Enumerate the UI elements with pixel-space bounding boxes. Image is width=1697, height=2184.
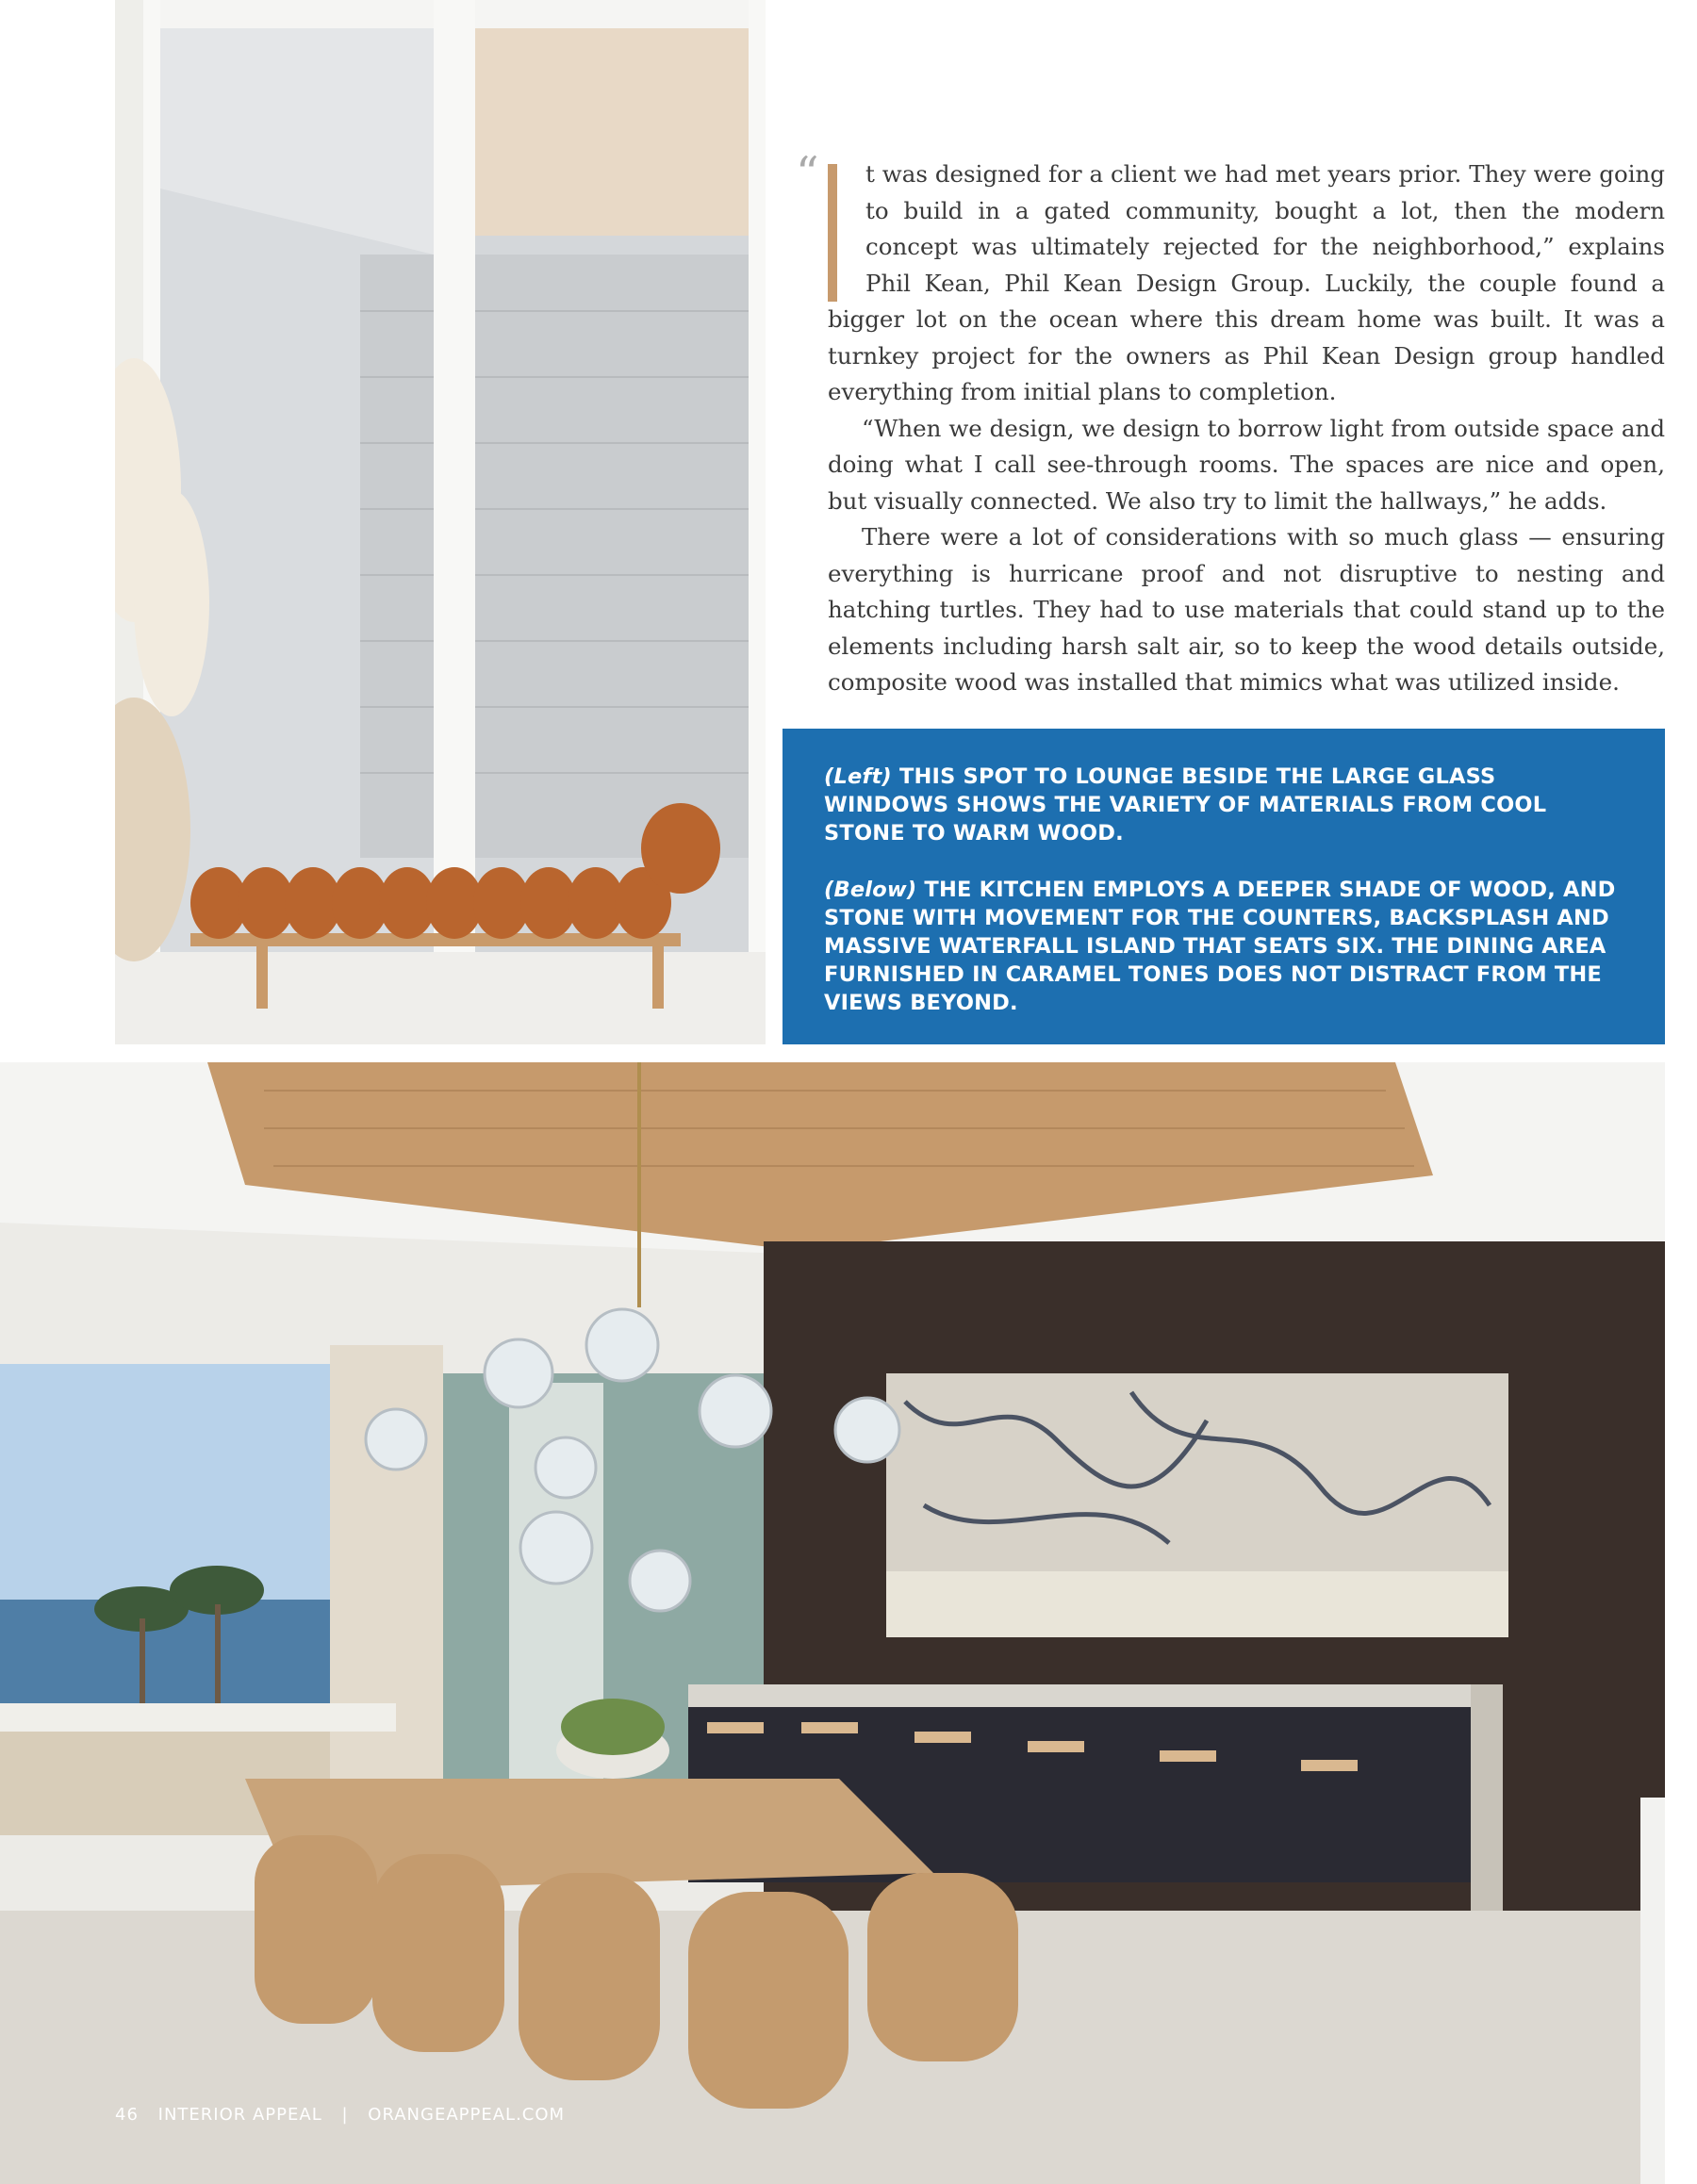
page-footer [115,2105,578,2125]
dropcap-bar [828,164,837,302]
article-body [796,147,1665,701]
footer-separator: | [341,2105,349,2125]
dropcap [796,147,854,302]
article-paragraph-2: “When we design, we design to borrow light from outside space and doing what I call see-through rooms. The spaces are nice and open, but visually connected. We also try to limit the hallways,” he adds. [828,414,1665,515]
lounge-photo [115,0,766,1044]
page-number: 46 [115,2105,139,2125]
article-paragraph-3: There were a lot of considerations with so much glass — ensuring everything is hurricane proof and not disruptive to nesting and hatching turtles. They had to use materials that could stand up to the elements including harsh salt air, so to keep the wood details outside, composite wood was installed that mimics what was utilized inside. [828,523,1665,696]
kitchen-dining-photo [0,1062,1665,2184]
caption-left [824,763,1623,847]
publication-name: INTERIOR APPEAL [157,2105,322,2125]
kitchen-dining-illustration [0,1062,1665,2184]
caption-left-lead: (Left) [824,764,892,789]
caption-below-text: THE KITCHEN EMPLOYS A DEEPER SHADE OF WOOD, AND STONE WITH MOVEMENT FOR THE COUNTERS, BACKSPLASH AND MASSIVE WATERFALL ISLAND THAT SEATS SIX. THE DINING AREA FURNISHED IN CARAMEL TONES DOES NOT DISTRACT FROM THE VIEWS BEYOND. [824,878,1616,1015]
opening-quote-mark: “ [796,147,819,200]
caption-below-lead: (Below) [824,878,917,902]
caption-box [783,729,1665,1044]
article-paragraph-1 [796,147,1665,411]
caption-below [824,876,1623,1017]
website: ORANGEAPPEAL.COM [368,2105,566,2125]
paragraph-1-text: t was designed for a client we had met years prior. They were going to build in a gated community, bought a lot, then the modern concept was ultimately rejected for the neighborhood,” explains Phil Kean, Phil Kean Design Group. Luckily, the couple found a bigger lot on the ocean where this dream home was built. It was a turnkey project for the owners as Phil Kean Design group handled everything from initial plans to completion. [828,160,1665,405]
caption-left-text: THIS SPOT TO LOUNGE BESIDE THE LARGE GLASS WINDOWS SHOWS THE VARIETY OF MATERIALS FROM COOL STONE TO WARM WOOD. [824,764,1547,846]
lounge-illustration [115,0,766,1044]
